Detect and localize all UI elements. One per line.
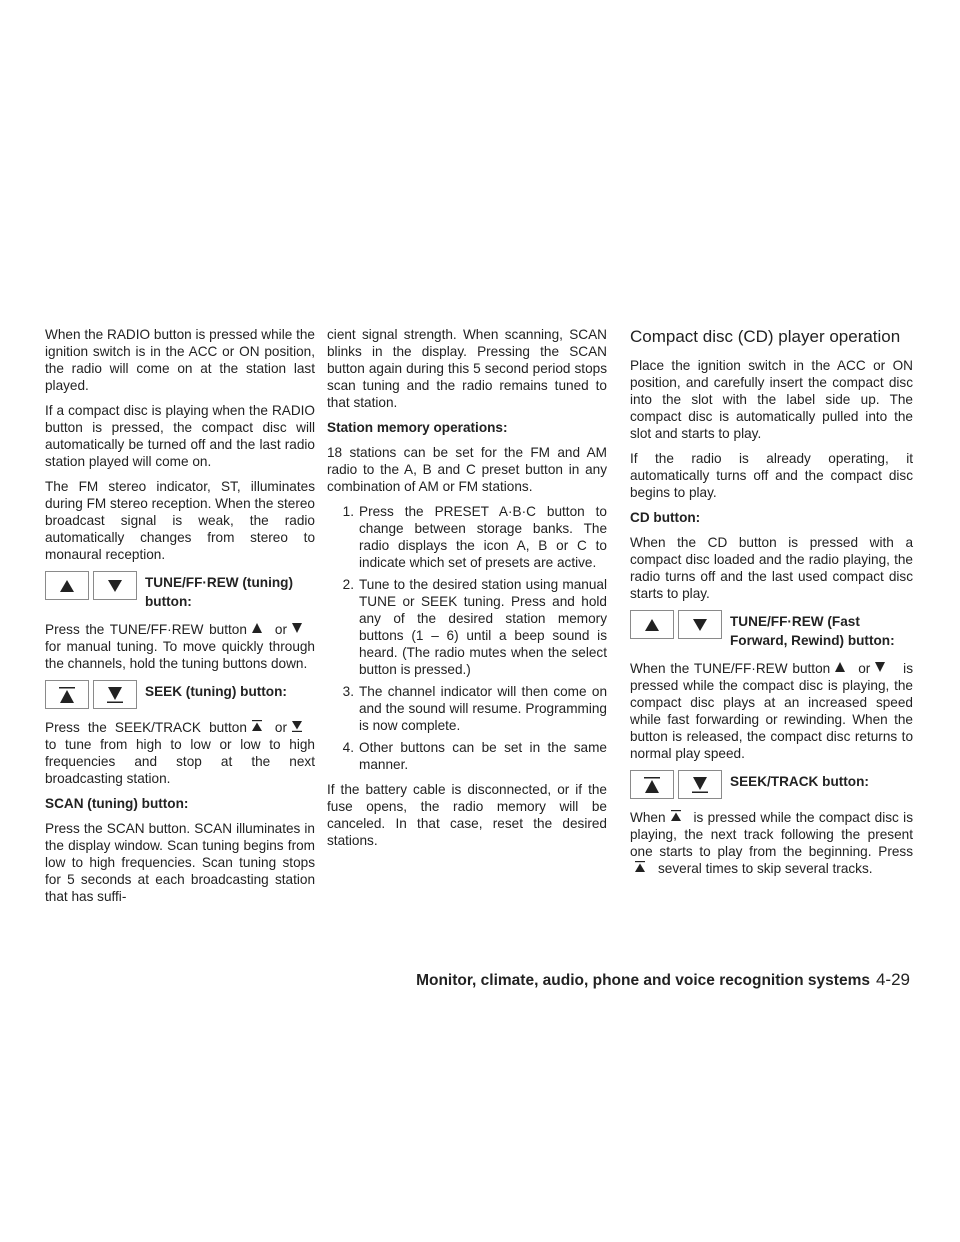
memory-heading: Station memory operations: bbox=[327, 420, 508, 435]
triangle-up-bar-icon bbox=[634, 861, 646, 873]
triangle-up-bar-icon bbox=[58, 686, 76, 704]
paragraph-memory: 18 stations can be set for the FM and AM radio to the A, B and C preset button in any combination of AM or FM stations. bbox=[327, 445, 607, 494]
tune-text-start: Press the TUNE/FF·REW button bbox=[45, 622, 247, 637]
right-column bbox=[630, 326, 913, 885]
cd-tune-up-button-image bbox=[630, 610, 674, 639]
cd-seek-button-illustration bbox=[630, 770, 722, 799]
triangle-up-icon bbox=[59, 579, 75, 593]
list-item: 1. Press the PRESET A·B·C button to change between storage banks. The radio displays the icon A, B or C to indicate which set of presets are active. bbox=[342, 504, 607, 570]
cd-seek-up-button-image bbox=[630, 770, 674, 799]
paragraph-cd-tune bbox=[630, 660, 913, 762]
tune-button-heading bbox=[45, 571, 315, 611]
triangle-up-icon bbox=[251, 622, 263, 634]
list-item: 2. Tune to the desired station using manual TUNE or SEEK tuning. Press and hold any of the desired station memory buttons (1 – 6) until a beep sound is heard. (The radio mutes when the select button is pressed.) bbox=[342, 577, 607, 677]
paragraph-seek bbox=[45, 719, 315, 787]
cd-seek-when: When bbox=[630, 810, 666, 825]
section-title: Compact disc (CD) player operation bbox=[630, 327, 901, 346]
paragraph-radio-off: If the radio is already operating, it automatically turns off and the compact disc begins to play. bbox=[630, 451, 913, 500]
triangle-up-icon bbox=[834, 661, 846, 673]
paragraph-cd-seek bbox=[630, 809, 913, 877]
cd-seek-press: Press bbox=[878, 844, 913, 859]
tune-button-illustration bbox=[45, 571, 137, 600]
list-item: 4. Other buttons can be set in the same manner. bbox=[342, 740, 607, 772]
footer-section-title: Monitor, climate, audio, phone and voice recognition systems bbox=[416, 972, 870, 989]
paragraph-stereo-indicator: The FM stereo indicator, ST, illuminates during FM stereo reception. When the stereo broadcast signal is weak, the radio automatically changes from stereo to monaural reception. bbox=[45, 479, 315, 562]
cd-tune-text-end: is pressed while the compact disc is playing, the compact disc plays at an increased speed while fast forwarding or rewinding. When the button is released, the compact disc returns to normal play speed. bbox=[630, 661, 913, 761]
tune-text-end: for manual tuning. To move quickly through the channels, hold the tuning buttons down. bbox=[45, 639, 315, 671]
cd-tune-button-heading bbox=[630, 610, 913, 650]
paragraph-scan: Press the SCAN button. SCAN illuminates in the display window. Scan tuning begins from low to high frequencies. Scan tuning stops for 5 seconds at each broadcasting station that has suffi- bbox=[45, 821, 315, 904]
triangle-down-bar-icon bbox=[691, 776, 709, 794]
cd-seek-text-end: several times to skip several tracks. bbox=[658, 861, 873, 876]
seek-text-start: Press the SEEK/TRACK button bbox=[45, 720, 247, 735]
seek-or: or bbox=[274, 720, 287, 735]
cd-tune-or: or bbox=[858, 661, 871, 676]
cd-tune-button-label: TUNE/FF·REW (Fast Forward, Rewind) button: bbox=[730, 614, 895, 648]
seek-button-illustration bbox=[45, 680, 137, 709]
cd-tune-down-button-image bbox=[678, 610, 722, 639]
cd-tune-button-illustration bbox=[630, 610, 722, 639]
left-column bbox=[45, 326, 315, 913]
seek-button-heading bbox=[45, 680, 315, 709]
cd-seek-button-heading bbox=[630, 770, 913, 799]
list-item: 3. The channel indicator will then come on and the sound will resume. Programming is now complete. bbox=[342, 684, 607, 733]
seek-text-end: to tune from high to low or low to high frequencies and stop at the next broadcasting station. bbox=[45, 737, 315, 786]
cd-seek-text-start: is pressed while the compact disc is playing, the next track following the present one starts to play from the beginning. bbox=[630, 810, 913, 859]
page-number: 4-29 bbox=[875, 970, 910, 989]
paragraph-insert-cd: Place the ignition switch in the ACC or ON position, and carefully insert the compact disc into the slot with the label side up. The compact disc is automatically pulled into the slot and starts to play. bbox=[630, 358, 913, 441]
triangle-down-icon bbox=[291, 622, 303, 634]
triangle-down-icon bbox=[692, 618, 708, 632]
paragraph-battery: If the battery cable is disconnected, or if the fuse opens, the radio memory will be canceled. In that case, reset the desired stations. bbox=[327, 782, 607, 848]
memory-steps-list bbox=[327, 503, 607, 773]
tune-button-label: TUNE/FF·REW (tuning) button: bbox=[145, 575, 293, 609]
tune-or: or bbox=[274, 622, 287, 637]
middle-column bbox=[327, 326, 607, 857]
seek-up-button-image bbox=[45, 680, 89, 709]
paragraph-cd-to-radio: If a compact disc is playing when the RADIO button is pressed, the compact disc will automatically be turned off and the last radio station played will come on. bbox=[45, 403, 315, 469]
paragraph-cd-button: When the CD button is pressed with a compact disc loaded and the radio playing, the radio turns off and the last used compact disc starts to play. bbox=[630, 535, 913, 601]
cd-seek-down-button-image bbox=[678, 770, 722, 799]
seek-button-label: SEEK (tuning) button: bbox=[145, 684, 287, 699]
triangle-up-bar-icon bbox=[643, 776, 661, 794]
triangle-down-bar-icon bbox=[291, 720, 303, 732]
paragraph-scan-continued: cient signal strength. When scanning, SCAN blinks in the display. Pressing the SCAN button again during this 5 second period stops scan tuning and the radio remains tuned to that station. bbox=[327, 327, 607, 410]
seek-down-button-image bbox=[93, 680, 137, 709]
paragraph-tune bbox=[45, 621, 315, 672]
tune-down-button-image bbox=[93, 571, 137, 600]
tune-up-button-image bbox=[45, 571, 89, 600]
cd-button-heading: CD button: bbox=[630, 510, 701, 525]
cd-tune-text-start: When the TUNE/FF·REW button bbox=[630, 661, 831, 676]
triangle-up-bar-icon bbox=[670, 810, 682, 822]
page-footer bbox=[415, 970, 910, 990]
cd-seek-button-label: SEEK/TRACK button: bbox=[730, 774, 869, 789]
triangle-up-icon bbox=[644, 618, 660, 632]
paragraph-radio-on: When the RADIO button is pressed while the ignition switch is in the ACC or ON position, the radio will come on at the station last played. bbox=[45, 327, 315, 393]
triangle-down-icon bbox=[107, 579, 123, 593]
triangle-down-bar-icon bbox=[106, 686, 124, 704]
triangle-down-icon bbox=[874, 661, 886, 673]
triangle-up-bar-icon bbox=[251, 720, 263, 732]
scan-heading: SCAN (tuning) button: bbox=[45, 796, 189, 811]
